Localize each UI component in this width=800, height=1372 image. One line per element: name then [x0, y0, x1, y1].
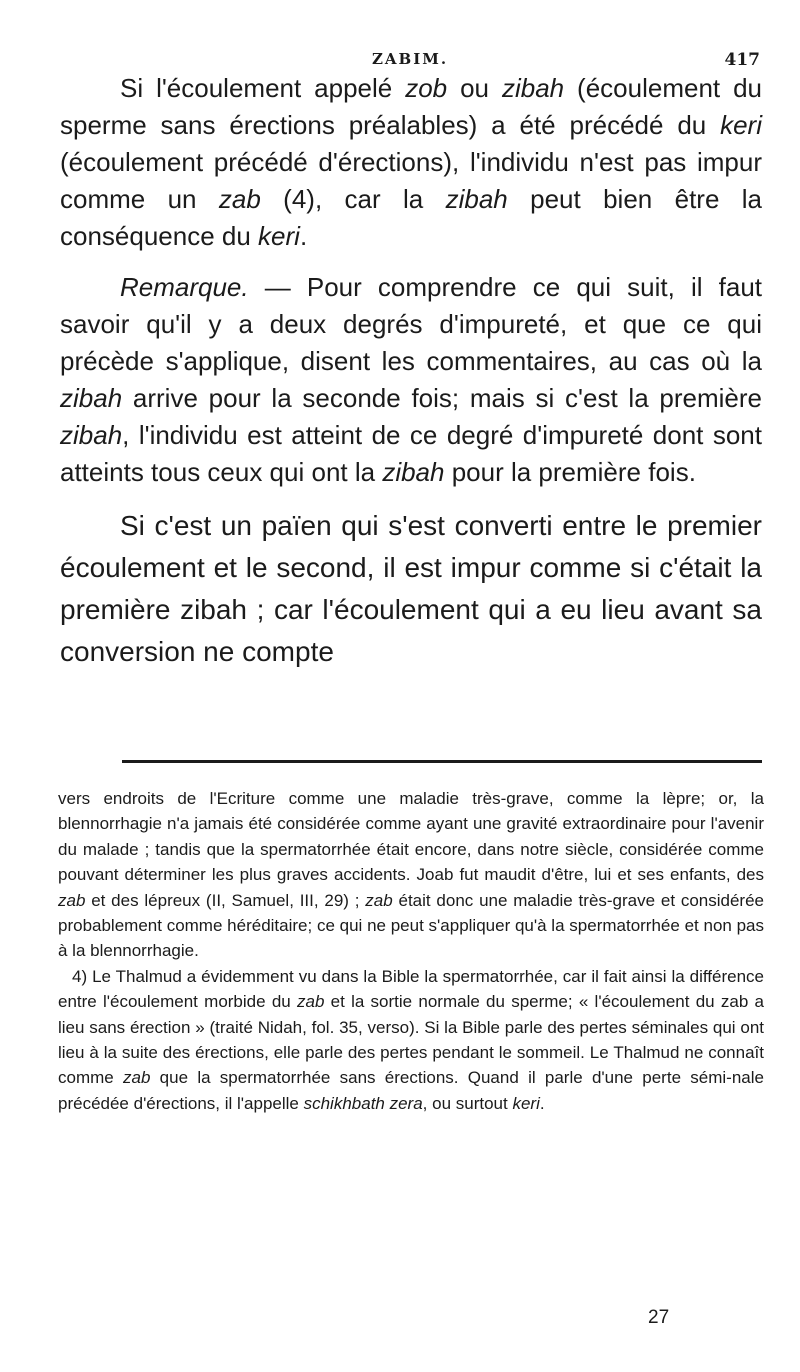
page-number: 417 — [724, 50, 760, 70]
italic-term: zob — [405, 73, 448, 103]
italic-term: zab — [123, 1068, 151, 1088]
italic-term: zibah — [60, 383, 123, 413]
italic-term: keri — [512, 1093, 540, 1113]
text-run: peut bien être la conséquence du — [60, 184, 763, 251]
text-run: arrive pour la seconde fois; mais si c'est la première — [122, 383, 762, 413]
text-run: , l'individu est atteint de ce degré d'impureté dont sont atteints tous ceux qui ont la — [60, 420, 762, 487]
italic-term: zibah — [501, 73, 565, 103]
text-run: et la sortie normale du sperme; « l'écoulement du zab a lieu sans érection » (traité Nidah, fol. 35, verso). Si la Bible parle des pertes séminales qui ont lieu à la suite des érections, elle parle des pertes pendant le sommeil. Le Thalmud ne connaît comme — [58, 992, 764, 1088]
footnote-divider — [122, 760, 762, 763]
footnote-continuation — [58, 786, 764, 964]
text-run: Si c'est un païen qui s'est converti entre le premier écoulement et le second, il est impur comme si c'était la première zibah ; car l'écoulement qui a eu lieu avant sa conversion ne compte — [60, 510, 762, 667]
paragraph-2 — [60, 269, 762, 491]
text-run: (écoulement du sperme sans érections préalables) a été précédé du — [60, 73, 762, 140]
text-run: ou — [447, 73, 502, 103]
text-run: Si l'écoulement appelé — [120, 73, 406, 103]
italic-term: zibah — [60, 420, 123, 450]
text-run: vers endroits de l'Ecriture comme une maladie très-grave, comme la lèpre; or, la blennorrhagie n'a jamais été considérée comme ayant une gravité extraordinaire pour l'avenir du malade ; tandis que la spermatorrhée était encore, dans notre siècle, considérée comme pouvant déterminer les plus graves accidents. Joab fut maudit d'être, lui et ses enfants, des — [58, 789, 764, 885]
running-title: ZABIM. — [371, 50, 449, 68]
text-run: . — [299, 221, 308, 251]
text-run: et des lépreux (II, Samuel, III, 29) ; — [85, 890, 366, 910]
footnotes — [58, 786, 764, 1116]
paragraph-1 — [60, 70, 762, 255]
signature-mark: 27 — [648, 1307, 670, 1328]
text-run: — Pour comprendre ce qui suit, il faut savoir qu'il y a deux degrés d'impureté, et que ce qui précède s'applique, disent les commentaires, au cas où la — [60, 272, 762, 376]
text-run: que la spermatorrhée sans érections. Quand il parle d'une perte sémi-nale précédée d'érections, il l'appelle — [58, 1068, 764, 1113]
text-run: . — [539, 1093, 545, 1113]
italic-term: schikhbath zera — [303, 1093, 423, 1113]
italic-term: zab — [218, 184, 261, 214]
main-text — [60, 70, 762, 673]
text-run: pour la première fois. — [444, 457, 696, 487]
text-run: , ou surtout — [422, 1093, 513, 1113]
paragraph-3 — [60, 505, 762, 673]
footnote-4 — [58, 964, 764, 1116]
text-run: était donc une maladie très-grave et considérée probablement comme héréditaire; ce qui ne peut s'appliquer qu'à la spermatorrhée et non pas à la blennorrhagie. — [58, 890, 765, 961]
italic-term: zibah — [382, 457, 445, 487]
italic-term: zab — [296, 992, 325, 1012]
text-run: (4), car la — [260, 184, 446, 214]
italic-term: zab — [58, 890, 86, 910]
remark-heading: Remarque. — [120, 272, 249, 302]
text-run: 4) Le Thalmud a évidemment vu dans la Bible la spermatorrhée, car il fait ainsi la différence entre l'écoulement morbide du — [58, 966, 764, 1012]
italic-term: zibah — [445, 184, 508, 214]
italic-term: keri — [720, 110, 762, 140]
text-run: (écoulement précédé d'érections), l'individu n'est pas impur comme un — [60, 147, 762, 214]
italic-term: zab — [365, 890, 393, 910]
italic-term: keri — [258, 221, 300, 251]
